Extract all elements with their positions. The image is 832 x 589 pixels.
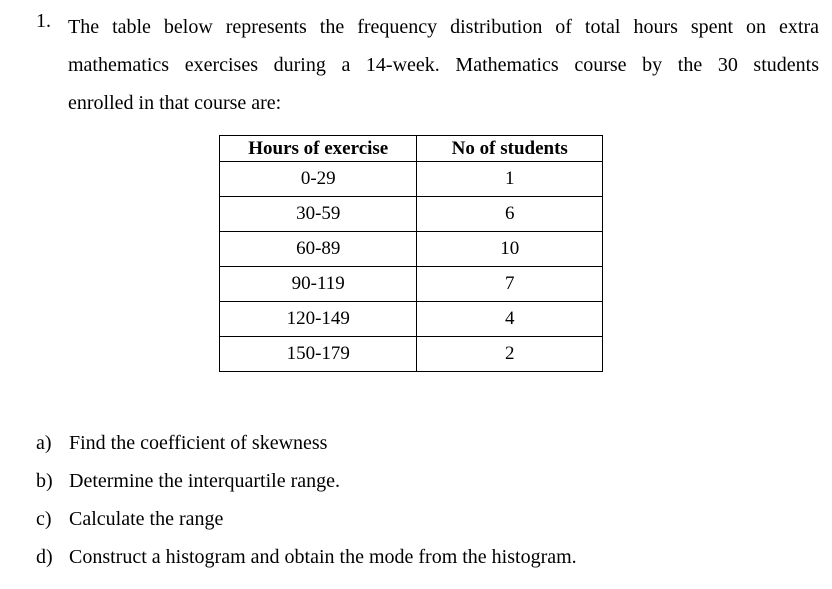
cell-hours: 0-29 bbox=[220, 162, 417, 197]
cell-hours: 150-179 bbox=[220, 337, 417, 372]
cell-hours: 90-119 bbox=[220, 267, 417, 302]
table-header-row bbox=[220, 136, 603, 162]
table-row bbox=[220, 197, 603, 232]
question-number: 1. bbox=[36, 10, 51, 32]
sub-question-a bbox=[36, 424, 577, 462]
sub-question-text: Determine the interquartile range. bbox=[69, 470, 340, 492]
table-row bbox=[220, 267, 603, 302]
cell-hours: 60-89 bbox=[220, 232, 417, 267]
sub-question-text: Calculate the range bbox=[69, 508, 224, 530]
cell-students: 6 bbox=[417, 197, 603, 232]
sub-question-d bbox=[36, 538, 577, 576]
sub-question-letter: c) bbox=[36, 508, 52, 530]
question-text bbox=[68, 8, 819, 122]
sub-question-list bbox=[36, 424, 577, 576]
cell-students: 4 bbox=[417, 302, 603, 337]
sub-question-letter: d) bbox=[36, 546, 53, 568]
sub-question-b bbox=[36, 462, 577, 500]
frequency-table bbox=[219, 135, 603, 372]
sub-question-c bbox=[36, 500, 577, 538]
question-line-2: mathematics exercises during a 14-week. Mathematics course by the 30 students bbox=[68, 54, 819, 76]
sub-question-letter: b) bbox=[36, 470, 53, 492]
cell-students: 2 bbox=[417, 337, 603, 372]
sub-question-letter: a) bbox=[36, 432, 52, 454]
cell-students: 1 bbox=[417, 162, 603, 197]
question-line-3: enrolled in that course are: bbox=[68, 92, 282, 114]
question-line-1: The table below represents the frequency distribution of total hours spent on extra bbox=[68, 16, 819, 38]
table-row bbox=[220, 337, 603, 372]
cell-students: 10 bbox=[417, 232, 603, 267]
cell-students: 7 bbox=[417, 267, 603, 302]
header-hours: Hours of exercise bbox=[220, 136, 417, 162]
sub-question-text: Construct a histogram and obtain the mode from the histogram. bbox=[69, 546, 577, 568]
sub-question-text: Find the coefficient of skewness bbox=[69, 432, 328, 454]
table-row bbox=[220, 162, 603, 197]
cell-hours: 30-59 bbox=[220, 197, 417, 232]
table-row bbox=[220, 302, 603, 337]
table-row bbox=[220, 232, 603, 267]
header-students: No of students bbox=[417, 136, 603, 162]
cell-hours: 120-149 bbox=[220, 302, 417, 337]
